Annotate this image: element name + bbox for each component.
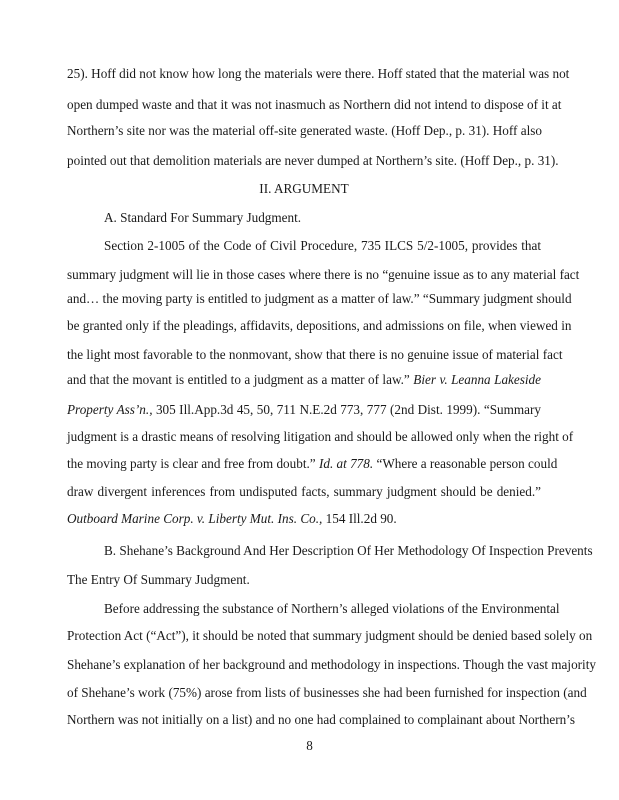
paragraph-line: be granted only if the pleadings, affidavits, depositions, and admissions on file, when viewed in xyxy=(67,318,572,333)
text: 305 Ill.App.3d 45, 50, 711 N.E.2d 773, 777 (2nd Dist. 1999). “Summary xyxy=(155,402,541,417)
case-citation: Outboard Marine Corp. v. Liberty Mut. Ins. Co., xyxy=(67,511,323,526)
paragraph-line xyxy=(67,372,541,388)
section-heading: II. ARGUMENT xyxy=(259,181,349,196)
subheading-b: B. Shehane’s Background And Her Description Of Her Methodology Of Inspection Prevents xyxy=(104,543,593,558)
text: 154 Ill.2d 90. xyxy=(325,511,397,526)
case-citation: Bier v. Leanna Lakeside xyxy=(413,372,542,387)
paragraph-line: Protection Act (“Act”), it should be noted that summary judgment should be denied based solely on xyxy=(67,628,593,643)
subheading-a: A. Standard For Summary Judgment. xyxy=(104,210,302,225)
paragraph-line: summary judgment will lie in those cases where there is no “genuine issue as to any material fact xyxy=(67,267,580,282)
paragraph-line: draw divergent inferences from undisputed facts, summary judgment should be denied.” xyxy=(67,484,541,499)
text: “Where a reasonable person could xyxy=(376,456,558,471)
text: and that the movant is entitled to a judgment as a matter of law.” xyxy=(67,372,410,387)
paragraph-line: Northern’s site nor was the material off-site generated waste. (Hoff Dep., p. 31). Hoff also xyxy=(67,123,542,138)
paragraph-line: Shehane’s explanation of her background and methodology in inspections. Though the vast majority xyxy=(67,657,596,672)
paragraph-line: pointed out that demolition materials are never dumped at Northern’s site. (Hoff Dep., p. 31). xyxy=(67,153,559,168)
paragraph-line: Northern was not initially on a list) and no one had complained to complainant about Northern’s xyxy=(67,712,575,727)
case-citation: Property Ass’n., xyxy=(67,402,153,417)
paragraph-line: open dumped waste and that it was not inasmuch as Northern did not intend to dispose of it at xyxy=(67,97,562,112)
subheading-b-cont: The Entry Of Summary Judgment. xyxy=(67,572,250,587)
paragraph-line: Before addressing the substance of Northern’s alleged violations of the Environmental xyxy=(104,601,560,616)
paragraph-line xyxy=(67,456,558,472)
id-citation: Id. at 778. xyxy=(318,456,374,471)
paragraph-line: the light most favorable to the nonmovant, show that there is no genuine issue of material fact xyxy=(67,347,563,362)
page-number: 8 xyxy=(306,738,313,753)
paragraph-line: judgment is a drastic means of resolving litigation and should be allowed only when the right of xyxy=(67,429,574,444)
paragraph-line xyxy=(67,402,541,418)
paragraph-line: 25). Hoff did not know how long the materials were there. Hoff stated that the material was not xyxy=(67,66,570,81)
paragraph-line: of Shehane’s work (75%) arose from lists of businesses she had been furnished for inspection (and xyxy=(67,685,587,700)
paragraph-line xyxy=(67,511,541,527)
text: the moving party is clear and free from doubt.” xyxy=(67,456,316,471)
paragraph-line: and… the moving party is entitled to judgment as a matter of law.” “Summary judgment should xyxy=(67,291,572,306)
paragraph-line: Section 2-1005 of the Code of Civil Procedure, 735 ILCS 5/2-1005, provides that xyxy=(104,238,541,253)
